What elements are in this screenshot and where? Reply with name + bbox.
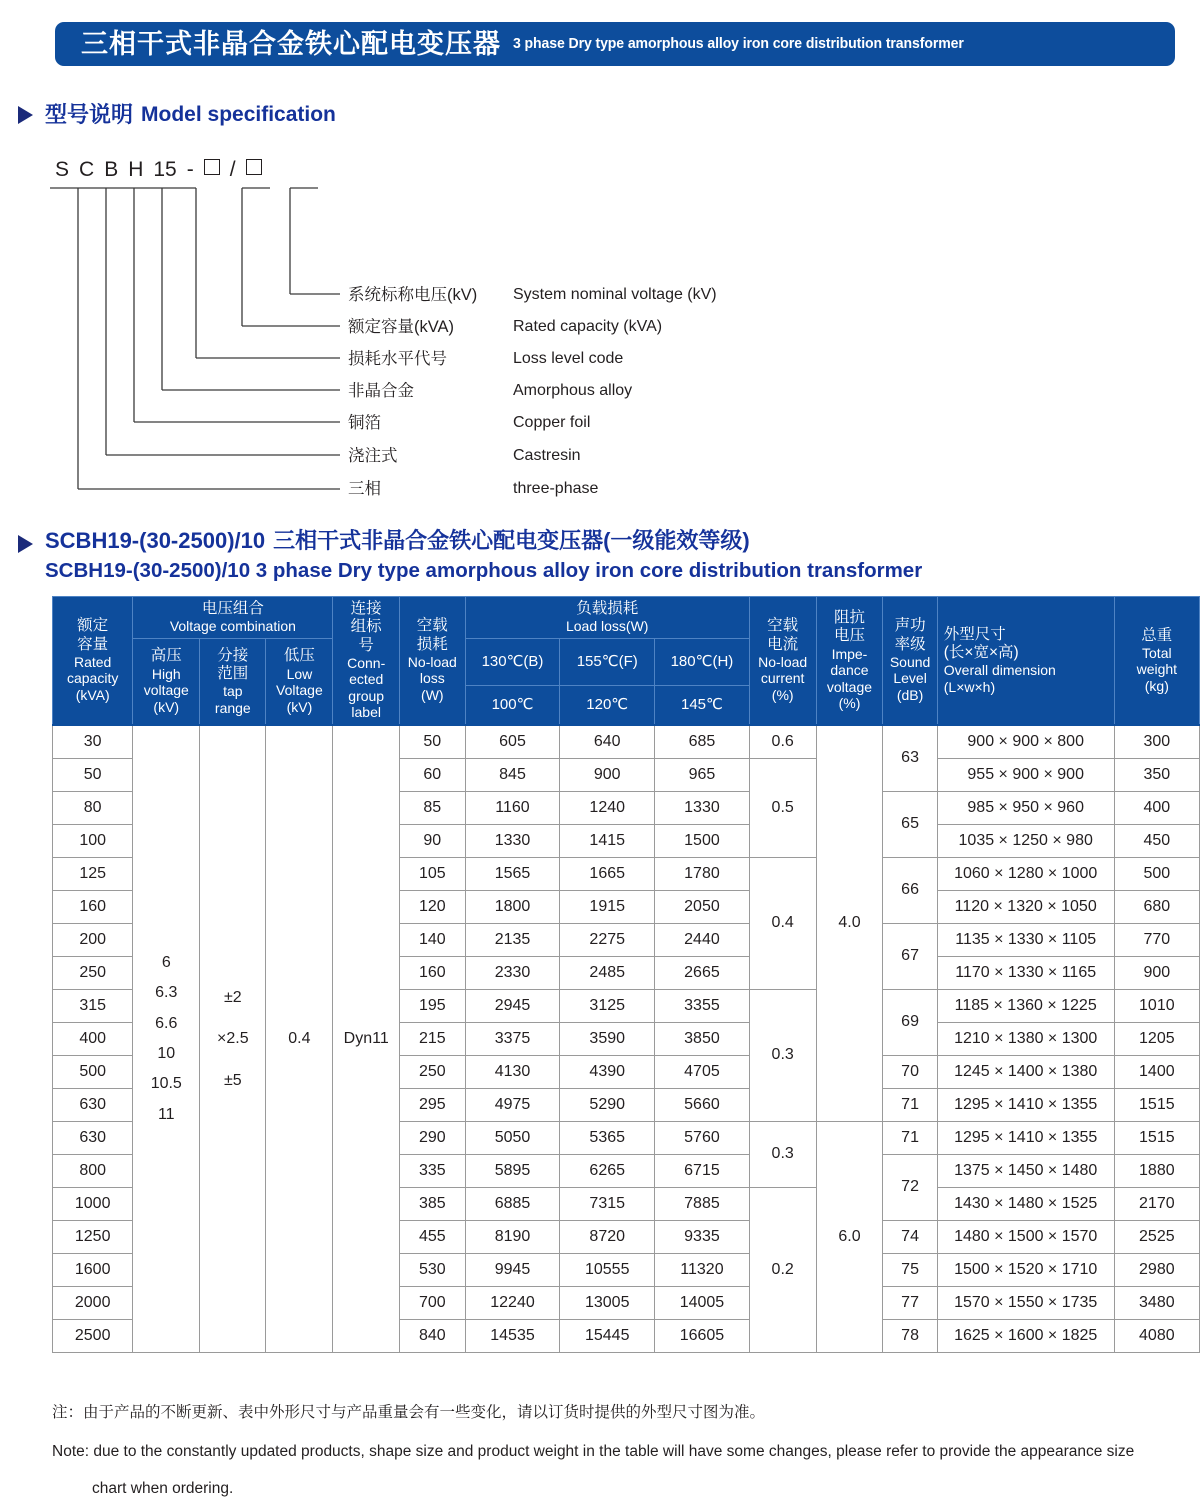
high-voltage-value: 6.6 — [155, 1014, 178, 1032]
cell-total-weight: 3480 — [1114, 1286, 1199, 1319]
cell-overall-dimension: 1295 × 1410 × 1355 — [937, 1121, 1114, 1154]
cell-rated-capacity: 500 — [53, 1055, 133, 1088]
cell-total-weight: 300 — [1114, 725, 1199, 759]
cell-load-loss-155f: 1665 — [560, 857, 655, 890]
cell-load-loss-130b: 1160 — [465, 791, 560, 824]
cell-overall-dimension: 1500 × 1520 × 1710 — [937, 1253, 1114, 1286]
cell-no-load-current: 0.5 — [749, 758, 816, 857]
cell-load-loss-155f: 2485 — [560, 956, 655, 989]
cell-load-loss-180h: 685 — [655, 725, 750, 759]
cell-rated-capacity: 30 — [53, 725, 133, 759]
section1-heading-cn: 型号说明 — [45, 102, 134, 127]
th-tap-range: 分接 范围 tap range — [200, 638, 266, 725]
cell-rated-capacity: 100 — [53, 824, 133, 857]
legend-en-amorphous-alloy: Amorphous alloy — [513, 382, 633, 399]
th-voltage-combination: 电压组合 Voltage combination — [133, 597, 333, 639]
th-load-loss: 负载损耗 Load loss(W) — [465, 597, 749, 639]
cell-no-load-loss: 50 — [399, 725, 465, 759]
cell-no-load-current: 0.6 — [749, 725, 816, 759]
cell-sound-level: 71 — [883, 1088, 937, 1121]
cell-no-load-current: 0.4 — [749, 857, 816, 989]
triangle-bullet-icon — [18, 106, 33, 124]
cell-load-loss-180h: 11320 — [655, 1253, 750, 1286]
cell-total-weight: 2525 — [1114, 1220, 1199, 1253]
cell-overall-dimension: 1060 × 1280 × 1000 — [937, 857, 1114, 890]
cell-load-loss-130b: 2330 — [465, 956, 560, 989]
cell-load-loss-130b: 1800 — [465, 890, 560, 923]
banner-title-en: 3 phase Dry type amorphous alloy iron core distribution transformer — [513, 35, 964, 52]
cell-load-loss-180h: 5660 — [655, 1088, 750, 1121]
model-code-dash: - — [186, 158, 194, 181]
specification-table-wrapper — [52, 596, 1200, 1353]
model-code-letter-b: B — [104, 158, 119, 181]
cell-rated-capacity: 80 — [53, 791, 133, 824]
cell-no-load-loss: 60 — [399, 758, 465, 791]
section-heading-scbh19 — [18, 530, 922, 582]
cell-sound-level: 65 — [883, 791, 937, 857]
cell-overall-dimension: 1570 × 1550 × 1735 — [937, 1286, 1114, 1319]
cell-rated-capacity: 50 — [53, 758, 133, 791]
cell-load-loss-130b: 6885 — [465, 1187, 560, 1220]
cell-overall-dimension: 955 × 900 × 900 — [937, 758, 1114, 791]
th-load-loss-180h: 180℃(H) — [655, 638, 750, 686]
high-voltage-value: 10 — [157, 1044, 176, 1062]
cell-sound-level: 69 — [883, 989, 937, 1055]
cell-load-loss-180h: 9335 — [655, 1220, 750, 1253]
cell-load-loss-130b: 5050 — [465, 1121, 560, 1154]
th-overall-dimension: 外型尺寸 (长×宽×高) Overall dimension (L×w×h) — [937, 597, 1114, 725]
cell-load-loss-180h: 5760 — [655, 1121, 750, 1154]
cell-rated-capacity: 250 — [53, 956, 133, 989]
cell-sound-level: 63 — [883, 725, 937, 792]
cell-rated-capacity: 2000 — [53, 1286, 133, 1319]
cell-load-loss-155f: 15445 — [560, 1319, 655, 1352]
cell-sound-level: 72 — [883, 1154, 937, 1220]
table-row — [53, 725, 1200, 759]
legend-item-rated-capacity — [348, 318, 663, 336]
legend-cn-amorphous-alloy: 非晶合金 — [348, 382, 414, 400]
tap-range-value: ×2.5 — [217, 1030, 249, 1048]
cell-total-weight: 4080 — [1114, 1319, 1199, 1352]
legend-item-loss-level — [348, 350, 624, 368]
cell-rated-capacity: 400 — [53, 1022, 133, 1055]
cell-high-voltage — [133, 725, 200, 1353]
legend-item-copper-foil — [348, 414, 591, 432]
model-specification-diagram — [0, 150, 1200, 510]
th-impedance-voltage: 阻抗 电压 Impe- dance voltage (%) — [816, 597, 883, 725]
tap-range-value: ±5 — [223, 1071, 242, 1089]
cell-load-loss-180h: 7885 — [655, 1187, 750, 1220]
legend-en-system-voltage: System nominal voltage (kV) — [513, 286, 717, 303]
cell-impedance-voltage: 6.0 — [816, 1121, 883, 1352]
cell-overall-dimension: 1430 × 1480 × 1525 — [937, 1187, 1114, 1220]
legend-cn-system-voltage: 系统标称电压(kV) — [348, 286, 478, 304]
specification-table — [52, 596, 1200, 1353]
cell-no-load-loss: 195 — [399, 989, 465, 1022]
cell-overall-dimension: 1625 × 1600 × 1825 — [937, 1319, 1114, 1352]
cell-load-loss-180h: 4705 — [655, 1055, 750, 1088]
cell-sound-level: 70 — [883, 1055, 937, 1088]
triangle-bullet-icon-2 — [18, 535, 33, 553]
legend-item-system-voltage — [348, 286, 717, 304]
cell-sound-level: 71 — [883, 1121, 937, 1154]
cell-load-loss-180h: 14005 — [655, 1286, 750, 1319]
cell-overall-dimension: 1245 × 1400 × 1380 — [937, 1055, 1114, 1088]
cell-load-loss-155f: 3590 — [560, 1022, 655, 1055]
th-no-load-loss: 空载 损耗 No-load loss (W) — [399, 597, 465, 725]
cell-rated-capacity: 200 — [53, 923, 133, 956]
page-banner — [55, 22, 1175, 66]
section-heading-model-specification — [18, 104, 336, 126]
cell-rated-capacity: 1000 — [53, 1187, 133, 1220]
cell-total-weight: 1010 — [1114, 989, 1199, 1022]
cell-overall-dimension: 900 × 900 × 800 — [937, 725, 1114, 759]
cell-rated-capacity: 160 — [53, 890, 133, 923]
cell-rated-capacity: 2500 — [53, 1319, 133, 1352]
cell-load-loss-155f: 2275 — [560, 923, 655, 956]
cell-load-loss-130b: 1565 — [465, 857, 560, 890]
cell-total-weight: 680 — [1114, 890, 1199, 923]
cell-load-loss-130b: 12240 — [465, 1286, 560, 1319]
note-en-line1: Note: due to the constantly updated products, shape size and product weight in the table will have some changes, please refer to provide the appearance size — [52, 1442, 1135, 1460]
cell-total-weight: 350 — [1114, 758, 1199, 791]
legend-item-three-phase — [348, 480, 599, 498]
cell-no-load-loss: 85 — [399, 791, 465, 824]
cell-impedance-voltage: 4.0 — [816, 725, 883, 1122]
cell-no-load-loss: 160 — [399, 956, 465, 989]
cell-load-loss-155f: 10555 — [560, 1253, 655, 1286]
table-body — [53, 725, 1200, 1353]
legend-en-three-phase: three-phase — [513, 480, 599, 497]
cell-no-load-loss: 290 — [399, 1121, 465, 1154]
cell-total-weight: 2980 — [1114, 1253, 1199, 1286]
note-en-line2: chart when ordering. — [92, 1479, 234, 1497]
th-load-loss-130b: 130℃(B) — [465, 638, 560, 686]
cell-load-loss-180h: 2440 — [655, 923, 750, 956]
cell-overall-dimension: 1375 × 1450 × 1480 — [937, 1154, 1114, 1187]
cell-load-loss-155f: 3125 — [560, 989, 655, 1022]
cell-load-loss-180h: 3850 — [655, 1022, 750, 1055]
cell-total-weight: 1880 — [1114, 1154, 1199, 1187]
cell-no-load-loss: 140 — [399, 923, 465, 956]
section2-heading-cn: 三相干式非晶合金铁心配电变压器(一级能效等级) — [273, 528, 750, 553]
cell-load-loss-130b: 9945 — [465, 1253, 560, 1286]
cell-load-loss-130b: 605 — [465, 725, 560, 759]
cell-load-loss-155f: 7315 — [560, 1187, 655, 1220]
cell-load-loss-180h: 3355 — [655, 989, 750, 1022]
model-code-letter-h: H — [128, 158, 144, 181]
cell-load-loss-155f: 4390 — [560, 1055, 655, 1088]
cell-sound-level: 78 — [883, 1319, 937, 1352]
legend-en-rated-capacity: Rated capacity (kVA) — [513, 318, 663, 335]
cell-overall-dimension: 1035 × 1250 × 980 — [937, 824, 1114, 857]
high-voltage-value: 6 — [161, 953, 171, 971]
cell-overall-dimension: 1480 × 1500 × 1570 — [937, 1220, 1114, 1253]
cell-overall-dimension: 1295 × 1410 × 1355 — [937, 1088, 1114, 1121]
high-voltage-value: 10.5 — [150, 1075, 182, 1093]
cell-total-weight: 1515 — [1114, 1088, 1199, 1121]
cell-no-load-loss: 295 — [399, 1088, 465, 1121]
model-code-letter-c: C — [79, 158, 95, 181]
cell-rated-capacity: 125 — [53, 857, 133, 890]
cell-load-loss-155f: 900 — [560, 758, 655, 791]
th-total-weight: 总重 Total weight (kg) — [1114, 597, 1199, 725]
th-connected-group: 连接 组标 号 Conn- ected group label — [333, 597, 400, 725]
cell-load-loss-130b: 4975 — [465, 1088, 560, 1121]
cell-low-voltage: 0.4 — [266, 725, 333, 1353]
cell-sound-level: 75 — [883, 1253, 937, 1286]
th-load-loss-100c: 100℃ — [465, 686, 560, 725]
cell-sound-level: 67 — [883, 923, 937, 989]
cell-rated-capacity: 630 — [53, 1088, 133, 1121]
legend-cn-castresin: 浇注式 — [348, 447, 398, 465]
cell-sound-level: 66 — [883, 857, 937, 923]
th-load-loss-120c: 120℃ — [560, 686, 655, 725]
cell-load-loss-180h: 2050 — [655, 890, 750, 923]
cell-tap-range — [200, 725, 266, 1353]
cell-no-load-loss: 105 — [399, 857, 465, 890]
cell-rated-capacity: 630 — [53, 1121, 133, 1154]
cell-no-load-loss: 385 — [399, 1187, 465, 1220]
th-high-voltage: 高压 High voltage (kV) — [133, 638, 200, 725]
cell-overall-dimension: 1120 × 1320 × 1050 — [937, 890, 1114, 923]
cell-total-weight: 450 — [1114, 824, 1199, 857]
cell-load-loss-180h: 1330 — [655, 791, 750, 824]
cell-total-weight: 400 — [1114, 791, 1199, 824]
cell-total-weight: 900 — [1114, 956, 1199, 989]
cell-total-weight: 1400 — [1114, 1055, 1199, 1088]
cell-no-load-current: 0.2 — [749, 1187, 816, 1352]
cell-load-loss-130b: 2945 — [465, 989, 560, 1022]
legend-cn-copper-foil: 铜箔 — [348, 414, 381, 432]
high-voltage-value: 6.3 — [155, 984, 178, 1002]
cell-total-weight: 770 — [1114, 923, 1199, 956]
cell-load-loss-130b: 2135 — [465, 923, 560, 956]
cell-no-load-loss: 840 — [399, 1319, 465, 1352]
cell-total-weight: 500 — [1114, 857, 1199, 890]
cell-no-load-current: 0.3 — [749, 1121, 816, 1187]
tap-range-value: ±2 — [223, 988, 242, 1006]
cell-load-loss-180h: 965 — [655, 758, 750, 791]
cell-load-loss-155f: 6265 — [560, 1154, 655, 1187]
th-rated-capacity: 额定 容量 Rated capacity (kVA) — [53, 597, 133, 725]
cell-rated-capacity: 1250 — [53, 1220, 133, 1253]
legend-cn-loss-level: 损耗水平代号 — [348, 350, 447, 368]
legend-item-castresin — [348, 447, 581, 465]
cell-no-load-current: 0.3 — [749, 989, 816, 1121]
cell-load-loss-180h: 1500 — [655, 824, 750, 857]
th-load-loss-145c: 145℃ — [655, 686, 750, 725]
section2-heading-en: SCBH19-(30-2500)/10 3 phase Dry type amorphous alloy iron core distribution transformer — [45, 559, 923, 582]
legend-cn-rated-capacity: 额定容量(kVA) — [348, 318, 455, 336]
cell-sound-level: 77 — [883, 1286, 937, 1319]
legend-en-copper-foil: Copper foil — [513, 414, 591, 431]
high-voltage-value: 11 — [157, 1105, 175, 1123]
cell-load-loss-130b: 845 — [465, 758, 560, 791]
notes-block — [52, 1405, 1192, 1498]
section2-heading-model: SCBH19-(30-2500)/10 — [45, 528, 266, 553]
cell-connected-group: Dyn11 — [333, 725, 400, 1353]
table-header-row-1 — [53, 597, 1200, 639]
cell-load-loss-130b: 4130 — [465, 1055, 560, 1088]
section1-heading-en: Model specification — [141, 103, 336, 126]
th-no-load-current: 空载 电流 No-load current (%) — [749, 597, 816, 725]
cell-no-load-loss: 120 — [399, 890, 465, 923]
legend-cn-three-phase: 三相 — [348, 480, 381, 498]
th-sound-level: 声功 率级 Sound Level (dB) — [883, 597, 937, 725]
legend-en-castresin: Castresin — [513, 447, 581, 464]
cell-no-load-loss: 530 — [399, 1253, 465, 1286]
cell-no-load-loss: 250 — [399, 1055, 465, 1088]
cell-load-loss-155f: 5290 — [560, 1088, 655, 1121]
cell-load-loss-155f: 1240 — [560, 791, 655, 824]
cell-load-loss-130b: 1330 — [465, 824, 560, 857]
cell-load-loss-155f: 5365 — [560, 1121, 655, 1154]
legend-en-loss-level: Loss level code — [513, 350, 624, 367]
cell-load-loss-155f: 13005 — [560, 1286, 655, 1319]
cell-load-loss-130b: 3375 — [465, 1022, 560, 1055]
cell-load-loss-155f: 1415 — [560, 824, 655, 857]
cell-rated-capacity: 315 — [53, 989, 133, 1022]
cell-load-loss-180h: 6715 — [655, 1154, 750, 1187]
cell-no-load-loss: 90 — [399, 824, 465, 857]
cell-load-loss-130b: 5895 — [465, 1154, 560, 1187]
cell-no-load-loss: 455 — [399, 1220, 465, 1253]
cell-overall-dimension: 1185 × 1360 × 1225 — [937, 989, 1114, 1022]
legend-item-amorphous-alloy — [348, 382, 633, 400]
cell-load-loss-180h: 1780 — [655, 857, 750, 890]
cell-no-load-loss: 215 — [399, 1022, 465, 1055]
cell-overall-dimension: 1170 × 1330 × 1165 — [937, 956, 1114, 989]
model-code-letter-s: S — [55, 158, 70, 181]
cell-load-loss-180h: 16605 — [655, 1319, 750, 1352]
th-low-voltage: 低压 Low Voltage (kV) — [266, 638, 333, 725]
cell-overall-dimension: 1210 × 1380 × 1300 — [937, 1022, 1114, 1055]
cell-total-weight: 1205 — [1114, 1022, 1199, 1055]
cell-overall-dimension: 985 × 950 × 960 — [937, 791, 1114, 824]
cell-total-weight: 2170 — [1114, 1187, 1199, 1220]
cell-sound-level: 74 — [883, 1220, 937, 1253]
cell-total-weight: 1515 — [1114, 1121, 1199, 1154]
cell-load-loss-155f: 8720 — [560, 1220, 655, 1253]
cell-load-loss-155f: 640 — [560, 725, 655, 759]
note-cn: 注：由于产品的不断更新、表中外形尺寸与产品重量会有一些变化，请以订货时提供的外型尺寸图为准。 — [52, 1404, 766, 1421]
cell-load-loss-155f: 1915 — [560, 890, 655, 923]
cell-load-loss-130b: 8190 — [465, 1220, 560, 1253]
cell-no-load-loss: 700 — [399, 1286, 465, 1319]
model-code-number: 15 — [153, 158, 177, 181]
banner-title-cn: 三相干式非晶合金铁心配电变压器 — [81, 28, 501, 59]
cell-overall-dimension: 1135 × 1330 × 1105 — [937, 923, 1114, 956]
th-load-loss-155f: 155℃(F) — [560, 638, 655, 686]
cell-load-loss-130b: 14535 — [465, 1319, 560, 1352]
cell-load-loss-180h: 2665 — [655, 956, 750, 989]
cell-rated-capacity: 800 — [53, 1154, 133, 1187]
model-code-slash: / — [229, 158, 236, 181]
cell-rated-capacity: 1600 — [53, 1253, 133, 1286]
cell-no-load-loss: 335 — [399, 1154, 465, 1187]
